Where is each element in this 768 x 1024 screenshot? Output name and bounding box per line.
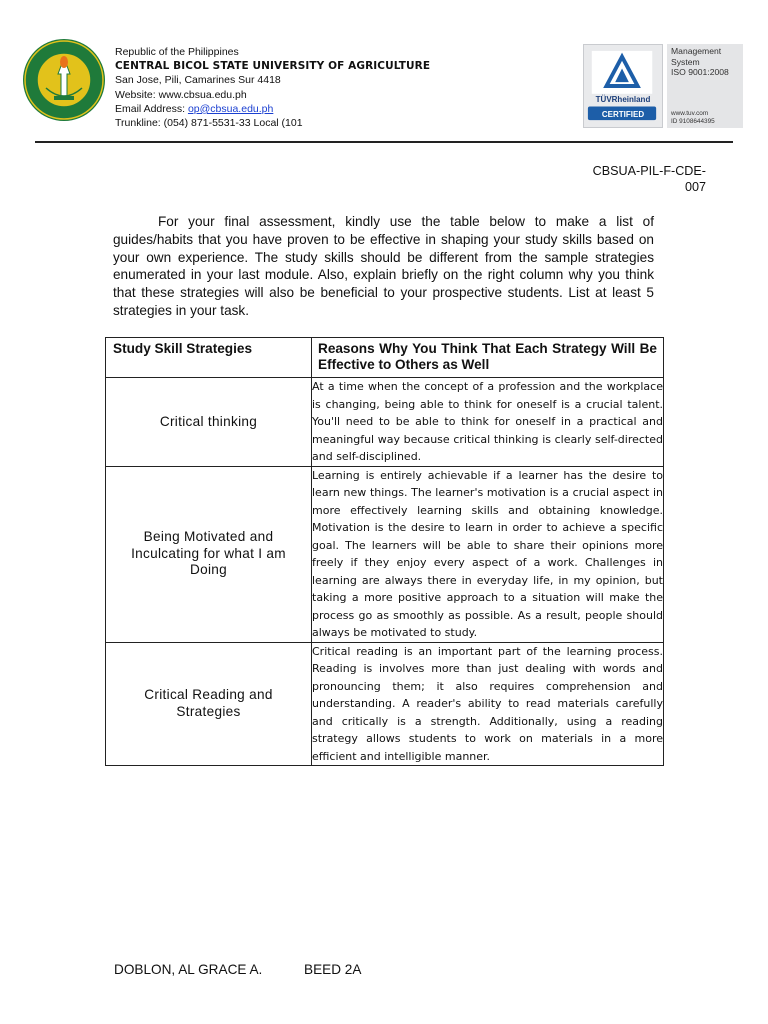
strategy-cell: Critical Reading and Strategies (106, 642, 312, 766)
tuv-badge (583, 44, 663, 128)
cert-details (667, 44, 743, 128)
cert-id: ID 9108644395 (671, 118, 715, 125)
email-link[interactable]: op@cbsua.edu.ph (187, 102, 274, 115)
website-line: Website: www.cbsua.edu.ph (115, 88, 247, 101)
strategy-cell: Critical thinking (106, 378, 312, 467)
table-row (106, 642, 664, 766)
student-name: DOBLON, AL GRACE A. (114, 962, 263, 977)
table-row (106, 378, 664, 467)
table-header-row (106, 338, 664, 378)
document-code-line-1: CBSUA-PIL-F-CDE- (592, 164, 706, 178)
certified-label: CERTIFIED (601, 110, 645, 119)
column-header-strategies: Study Skill Strategies (106, 338, 312, 378)
reason-cell: At a time when the concept of a profession and the workplace is changing, being able to think for oneself is a crucial talent. You'll need to be able to think for oneself in a practical and meaningful way because critical thinking is clearly self-directed and self-disciplined. (312, 378, 664, 467)
trunkline-line: Trunkline: (054) 871-5531-33 Local (101 (115, 117, 303, 130)
reason-cell: Critical reading is an important part of the learning process. Reading is involves more than just dealing with words and pronouncing them; it also requires comprehension and understanding. A reader's ability to read materials carefully and critically is a strength. Additionally, using a reading strategy allows students to work on materials in a more efficient and intelligible manner. (312, 642, 664, 766)
university-seal-logo (22, 38, 106, 122)
iso-certification-logo (583, 44, 743, 128)
email-line (115, 102, 430, 116)
letterhead (115, 45, 430, 130)
email-label: Email Address: (115, 102, 188, 115)
table-row (106, 466, 664, 642)
cert-line-1: Management (671, 46, 722, 56)
strategies-table (105, 337, 664, 766)
cert-line-2: System (671, 56, 700, 67)
reason-cell: Learning is entirely achievable if a learner has the desire to learn new things. The learner's motivation is a crucial aspect in more effectively learning skills and obtaining knowledge. Motivation is the desire to learn in order to achieve a specific goal. The learners will be able to share their opinions more freely if they enjoy every aspect of a work. Challenges in learning are always there in everyday life, in my opinion, but taking a more positive approach to a situation will make the process go as smoothly as possible. As a result, people should always be motivated to study. (312, 466, 664, 642)
header-divider (35, 141, 733, 143)
column-header-reasons: Reasons Why You Think That Each Strategy Will Be Effective to Others as Well (312, 338, 664, 378)
cert-line-3: ISO 9001:2008 (671, 67, 729, 77)
student-footer (114, 962, 361, 977)
instructions-paragraph: For your final assessment, kindly use the table below to make a list of guides/habits that you have proven to be effective in shaping your study skills based on your own experience. The study skills should be different from the sample strategies enumerated in your last module. Also, explain briefly on the right column why you think that these strategies will also be beneficial to your prospective students. List at least 5 strategies in your task. (113, 214, 654, 318)
address-line: San Jose, Pili, Camarines Sur 4418 (115, 74, 281, 87)
cert-web: www.tuv.com (671, 110, 709, 117)
tuv-brand: TÜVRheinland (595, 95, 651, 104)
country-line: Republic of the Philippines (115, 46, 239, 58)
document-code-line-2: 007 (684, 179, 706, 194)
student-section: BEED 2A (304, 962, 362, 977)
strategy-cell: Being Motivated and Inculcating for what I am Doing (106, 466, 312, 642)
university-name: CENTRAL BICOL STATE UNIVERSITY OF AGRICULTURE (115, 60, 431, 73)
document-code (576, 164, 706, 195)
